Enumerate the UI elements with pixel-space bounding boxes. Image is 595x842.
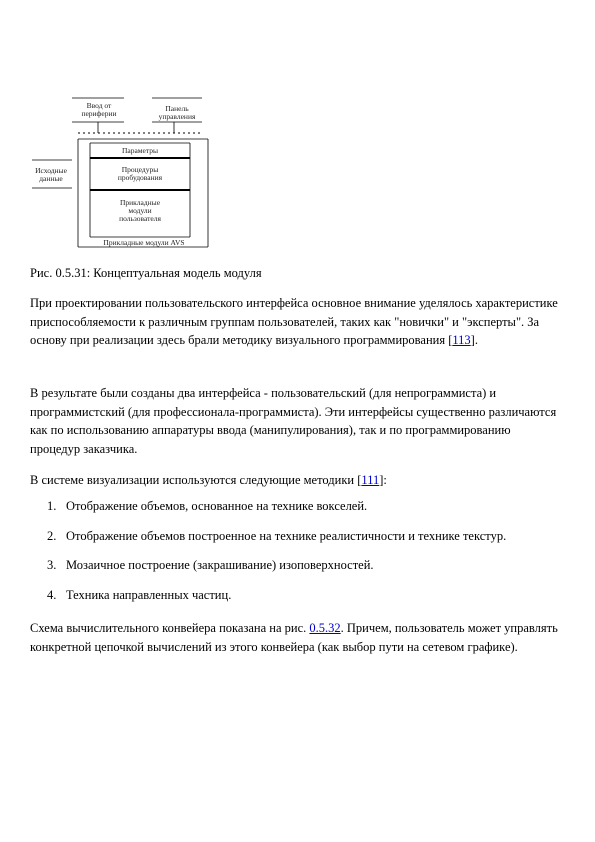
diagram-label-source-data: Исходные данные (35, 166, 67, 183)
diagram-label-characters: Параметры (121, 146, 159, 155)
paragraph-text-after: . Причем, пользователь может управлять конкретной цепочкой вычислений из этого конвейера (как выбор пути на сетевом графике). (30, 621, 558, 654)
figure-link-0-5-32[interactable]: 0.5.32 (309, 621, 341, 635)
reference-link-111[interactable]: 111 (361, 473, 380, 487)
methods-list (30, 497, 570, 615)
paragraph-text: Схема вычислительного конвейера показана на рис. (30, 621, 310, 635)
paragraph-two-interfaces: В результате были созданы два интерфейса - пользовательский (для непрограммиста) и программистский (для профессионала-программиста). Эти интерфейсы существенно различаются как по использованию аппаратуры ввода (манипулирования), так и по программированию процедур заказчика. (30, 386, 557, 456)
module-diagram (30, 95, 215, 255)
diagram-label-procedures: Процедуры пробудования (117, 165, 163, 182)
list-item: 1. Отображение объемов, основанное на технике вокселей. (47, 499, 368, 513)
paragraph-text-after: ]: (379, 473, 387, 487)
paragraph-text: При проектировании пользовательского интерфейса основное внимание уделялось характеристике приспособляемости к различным группам пользователей, таких как "новички" и "эксперты". За основу при реализации здесь брали методику визуального программирования [ (30, 296, 558, 347)
figure-caption: Рис. 0.5.31: Концептуальная модель модуля (30, 266, 262, 280)
paragraph-interface-design (30, 294, 560, 350)
list-item: 2. Отображение объемов построенное на технике реалистичности и технике текстур. (47, 528, 507, 543)
diagram-label-control-panel: Панель управления (158, 104, 196, 121)
reference-link-113[interactable]: 113 (452, 333, 471, 347)
paragraph-pipeline (30, 619, 560, 656)
list-item: 4. Техника направленных частиц. (47, 587, 232, 602)
paragraph-text-after: ]. (470, 333, 478, 347)
list-item: 3. Мозаичное построение (закрашивание) изоповерхностей. (47, 558, 374, 572)
diagram-label-input-peripheral: Ввод от периферии (81, 101, 117, 118)
diagram-label-user-modules: Прикладные модули пользователя (119, 198, 161, 223)
diagram-label-avs-modules: Прикладные модули AVS (103, 238, 185, 247)
paragraph-methods-intro (30, 471, 560, 490)
paragraph-text: В системе визуализации используются следующие методики [ (30, 473, 362, 487)
